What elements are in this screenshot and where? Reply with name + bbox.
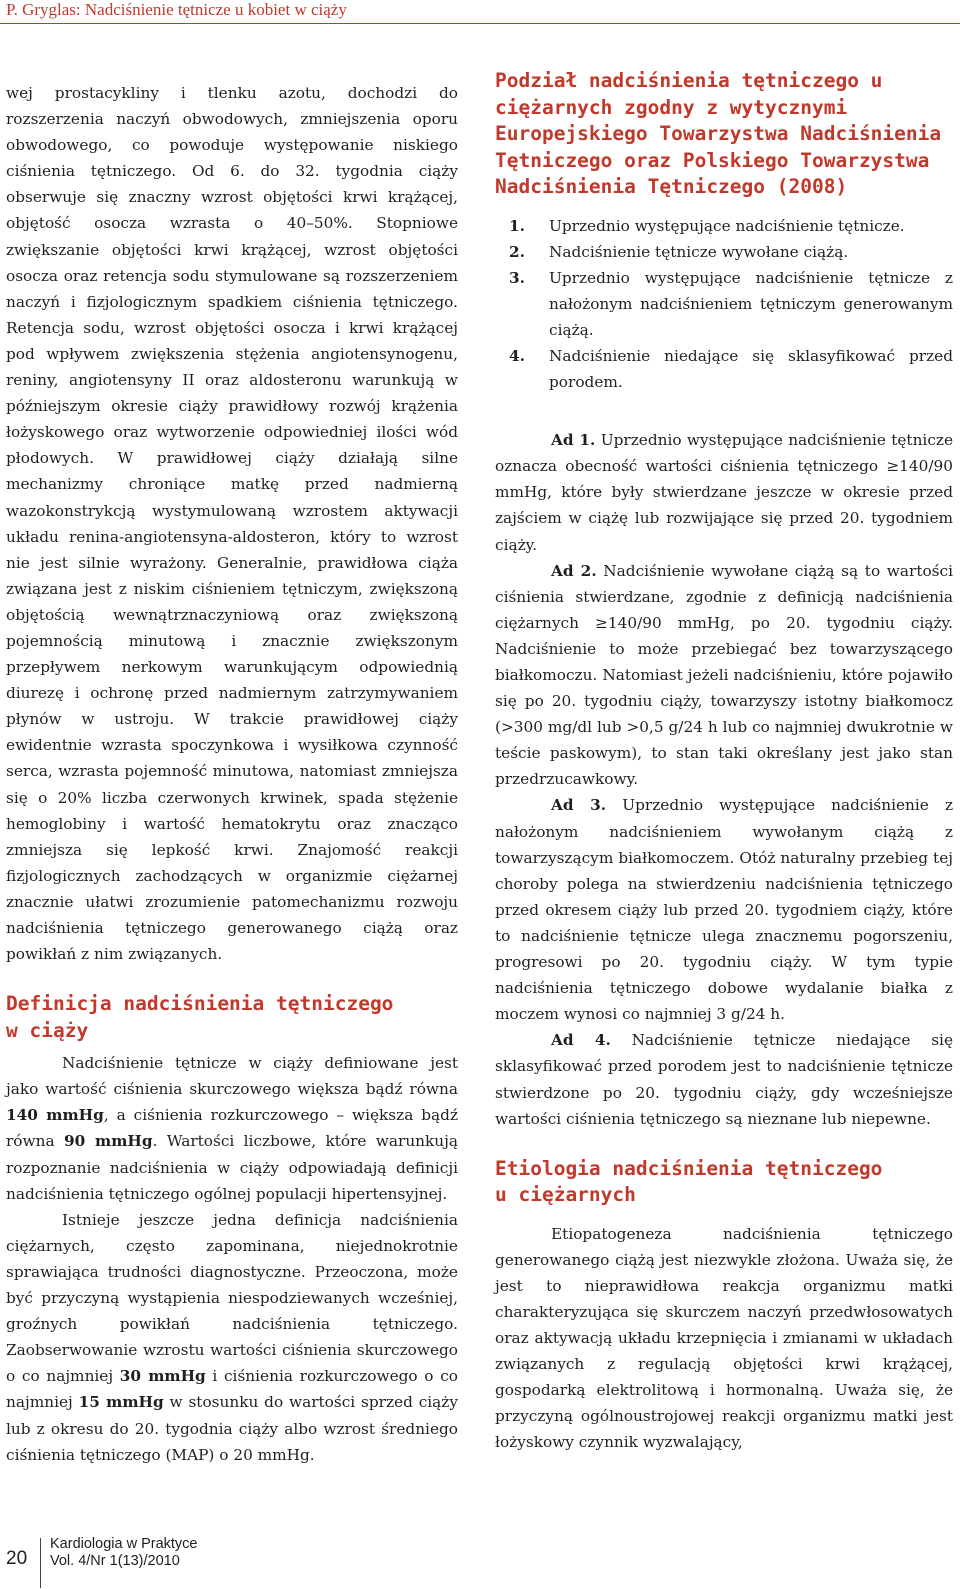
text-run: , a ciśnienia rozkurczowego – większa bądź równa — [6, 1106, 458, 1151]
body-paragraph: Etiopatogeneza nadciśnienia tętniczego generowanego ciążą jest niezwykle złożona. Uważa się, że jest to nieprawidłowa reakcja organizmu matki charakteryzująca się skurczem naczyń przedwłosowatych oraz aktywacją układu krzepnięcia i zmianami w układach związanych z regulacją objętości krwi krążącej, gospodarką elektrolitową i hormonalną. Uważa się, że przyczyną ogólnoustrojowej reakcji organizmu matki jest łożyskowy czynnik wyzwalający, — [495, 1224, 953, 1452]
list-number: 1. — [509, 216, 525, 235]
bold-value: 30 mmHg — [119, 1367, 206, 1386]
section-title-classification: Podział nadciśnienia tętniczego u ciężarnych zgodny z wytycznymi Europejskiego Towarzystwa Nadciśnienia Tętniczego oraz Polskiego Towarzystwa Nadciśnienia Tętniczego (2008) — [495, 69, 942, 198]
ad-label: Ad 2. — [551, 561, 597, 580]
journal-volume: Vol. 4/Nr 1(13)/2010 — [50, 1553, 180, 1569]
running-title: P. Gryglas: Nadciśnienie tętnicze u kobiet w ciąży — [6, 0, 347, 19]
list-number: 3. — [509, 268, 525, 287]
text-run: w stosunku do wartości sprzed ciąży lub z okresu do 20. tygodnia ciąży albo wzrost średniego ciśnienia tętniczego (MAP) o 20 mmHg. — [6, 1393, 458, 1464]
section-title-line: Definicja nadciśnienia tętniczego — [6, 992, 394, 1016]
ad-label: Ad 3. — [551, 796, 607, 815]
page-number: 20 — [6, 1548, 28, 1569]
list-item — [495, 265, 953, 343]
section-title-etiology — [495, 1156, 953, 1209]
body-paragraph — [6, 1050, 458, 1207]
body-paragraph — [495, 792, 953, 1027]
text-run: Nadciśnienie tętnicze niedające się sklasyfikować przed porodem jest to nadciśnienie tętnicze stwierdzone po 20. tygodniu ciąży, gdy wcześniejsze wartości ciśnienia tętniczego są nieznane lub niepewne. — [495, 1031, 953, 1128]
body-paragraph: wej prostacykliny i tlenku azotu, dochodzi do rozszerzenia naczyń obwodowych, zmniejszenia oporu obwodowego, co powoduje występowanie niskiego ciśnienia tętniczego. Od 6. do 32. tygodnia ciąży obserwuje się znaczny wzrost objętości krwi krążącej, objętość osocza wzrasta o 40–50%. Stopniowe zwiększanie objętości krwi krążącej, wzrost objętości osocza oraz retencja sodu stymulowane są rozszerzeniem naczyń i fizjologicznym spadkiem ciśnienia tętniczego. Retencja sodu, wzrost objętości osocza i krwi krążącej pod wpływem zwiększenia stężenia angiotensynogenu, reniny, angiotensyny II oraz aldosteronu warunkują w późniejszym okresie ciąży prawidłowy rozwój krążenia łożyskowego oraz wytworzenie odpowiedniej ilości wód płodowych. W prawidłowej ciąży działają silne mechanizmy chroniące matkę przed nadmierną wazokonstrykcją wystymulowaną wzrostem aktywacji układu renina-angiotensyna-aldosteron, który to wzrost nie jest silnie wyrażony. Generalnie, prawidłowa ciąża związana jest z niskim ciśnieniem tętniczym, zwiększoną objętością wewnątrznaczyniową oraz zwiększoną pojemnością minutową i znacznie zwiększonym przepływem nerkowym warunkującym odpowiednią diurezę i ochronę przed nadmiernym zatrzymywaniem płynów w ustroju. W trakcie prawidłowej ciąży ewidentnie wzrasta spoczynkowa i wysiłkowa czynność serca, wzrasta pojemność minutowa, natomiast zmniejsza się o 20% liczba czerwonych krwinek, spada stężenie hemoglobiny i wartość hematokrytu oraz znacząco zmniejsza się lepkość krwi. Znajomość reakcji fizjologicznych zachodzących w organizmie ciężarnej znacznie ułatwi zrozumienie patomechanizmu rozwoju nadciśnienia tętniczego generowanego ciążą oraz powikłań z nim związanych. — [6, 84, 458, 964]
bold-value: 140 mmHg — [6, 1106, 104, 1125]
text-run: Uprzednio występujące nadciśnienie tętnicze oznacza obecność wartości ciśnienia tętniczego ≥140/90 mmHg, które były stwierdzane jeszcze w okresie przed zajściem w ciążę lub rozwijające się przed 20. tygodniem ciąży. — [495, 431, 953, 554]
list-text: Nadciśnienie niedające się sklasyfikować przed porodem. — [549, 346, 953, 392]
list-number: 2. — [509, 242, 525, 261]
journal-name: Kardiologia w Praktyce — [50, 1536, 198, 1552]
list-number: 4. — [509, 346, 525, 365]
section-title-definition — [6, 991, 458, 1044]
text-run: Nadciśnienie wywołane ciążą są to wartości ciśnienia stwierdzane, zgodnie z definicją nadciśnienia ciężarnych ≥140/90 mmHg, po 20. tygodniu ciąży. Nadciśnienie to może przebiegać bez towarzyszącego białkomoczu. Natomiast jeżeli nadciśnieniu, które pojawiło się po 20. tygodniu ciąży, towarzyszy istotny białkomocz (>300 mg/dl lub >0,5 g/24 h lub co najmniej dwukrotnie w teście paskowym), to stan taki określany jest jako stan przedrzucawkowy. — [495, 561, 953, 789]
text-run: . Wartości liczbowe, które warunkują rozpoznanie nadciśnienia w ciąży odpowiadają definicji nadciśnienia tętniczego ogólnej populacji hipertensyjnej. — [6, 1132, 459, 1203]
header-rule — [0, 23, 960, 24]
body-paragraph — [495, 558, 953, 793]
list-text: Uprzednio występujące nadciśnienie tętnicze. — [549, 216, 905, 235]
classification-list — [495, 213, 953, 396]
text-run: Nadciśnienie tętnicze w ciąży definiowane jest jako wartość ciśnienia skurczowego większa bądź równa — [6, 1054, 458, 1099]
list-text: Nadciśnienie tętnicze wywołane ciążą. — [549, 242, 849, 261]
body-paragraph — [495, 427, 953, 557]
ad-label: Ad 1. — [551, 431, 596, 450]
text-run: Uprzednio występujące nadciśnienie z nałożonym nadciśnieniem wywołanym ciążą z towarzyszącym białkomoczem. Otóż naturalny przebieg tej choroby polega na stwierdzeniu nadciśnienia tętniczego przed okresem ciąży lub przed 20. tygodniem ciąży, które to nadciśnienie tętnicze ulega znacznemu pogorszeniu, progresowi po 20. tygodniu ciąży. W tym typie nadciśnienia tętniczego dobowe wydalanie białka z moczem wynosi co najmniej 3 g/24 h. — [495, 796, 954, 1024]
section-title-line: Etiologia nadciśnienia tętniczego — [495, 1156, 883, 1180]
list-item — [495, 213, 953, 239]
list-text: Uprzednio występujące nadciśnienie tętnicze z nałożonym nadciśnieniem tętniczym generowanym ciążą. — [549, 268, 953, 339]
body-paragraph — [495, 1027, 953, 1131]
left-column — [6, 80, 458, 1468]
section-title-line: w ciąży — [6, 1018, 89, 1042]
bold-value: 90 mmHg — [63, 1132, 153, 1151]
ad-label: Ad 4. — [551, 1031, 611, 1050]
journal-info — [50, 1536, 198, 1570]
text-run: i ciśnienia rozkurczowego o co najmniej — [6, 1367, 458, 1412]
section-title-line: u ciężarnych — [495, 1183, 636, 1207]
right-column — [495, 68, 953, 1456]
bold-value: 15 mmHg — [78, 1393, 164, 1412]
text-run: Istnieje jeszcze jedna definicja nadciśnienia ciężarnych, często zapominana, niejednokrotnie sprawiająca trudności diagnostyczne. Przeoczona, może być przyczyną wystąpienia niespodziewanych wcześniej, groźnych powikłań nadciśnienia tętniczego. Zaobserwowanie wzrostu wartości ciśnienia skurczowego o co najmniej — [6, 1210, 458, 1386]
list-item — [495, 343, 953, 395]
list-item — [495, 239, 953, 265]
body-paragraph — [6, 1207, 458, 1468]
footer-rule — [40, 1538, 41, 1588]
